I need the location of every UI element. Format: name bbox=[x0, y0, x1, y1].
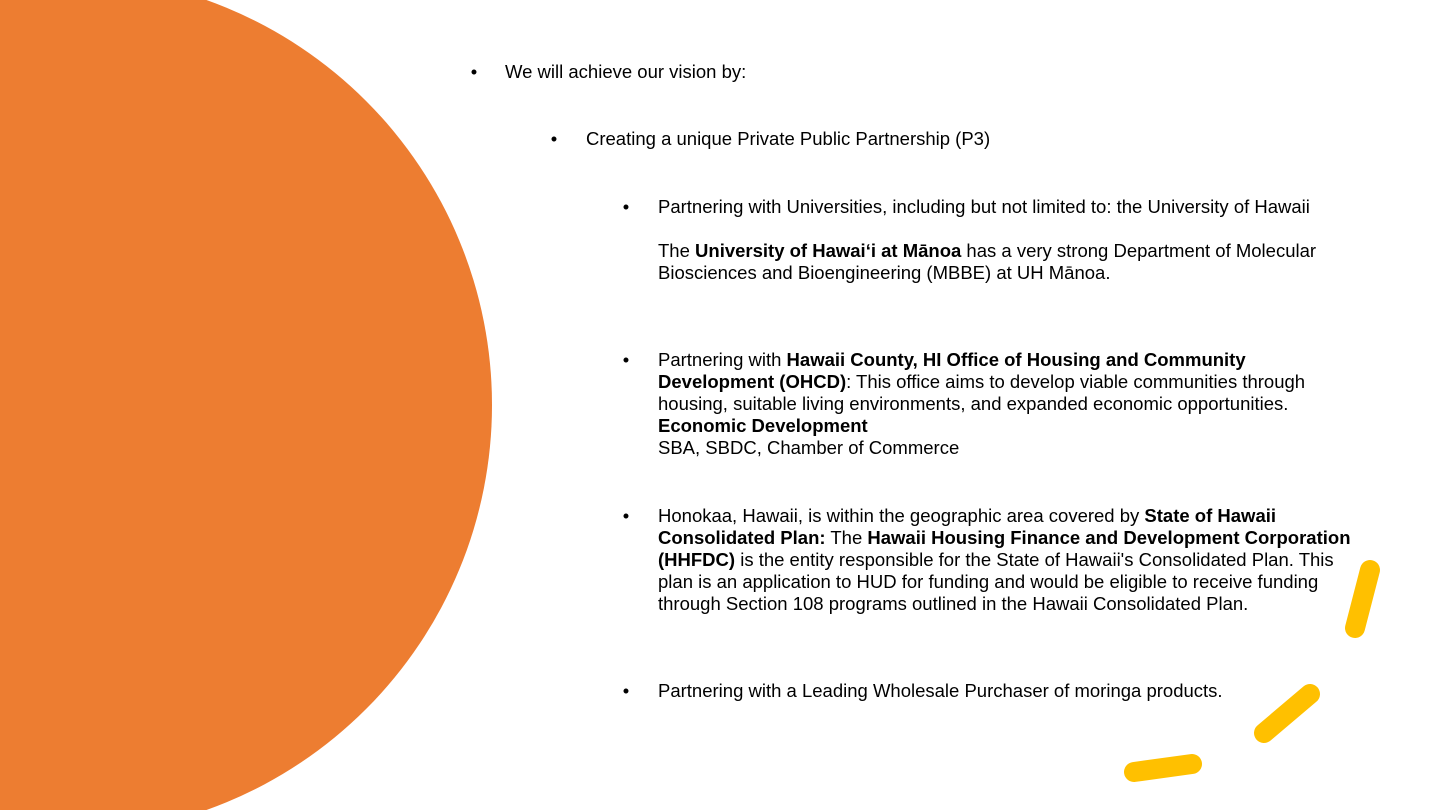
bullet-dot: • bbox=[550, 128, 558, 149]
state-consolidated-plan: State of Hawaii Consolidated Plan: bbox=[658, 505, 1277, 548]
universities-line: Partnering with Universities, including but not limited to: the University of Hawaii bbox=[658, 196, 1310, 217]
economic-development-heading: Economic Development bbox=[658, 415, 868, 436]
vision-text: We will achieve our vision by: bbox=[505, 61, 747, 82]
bullet-item-honokaa bbox=[618, 505, 1358, 615]
bullet-dot: • bbox=[622, 680, 630, 701]
uh-manoa-paragraph: The University of Hawaiʻi at Mānoa has a very strong Department of Molecular Biosciences and Bioengineering (MBBE) at UH Mānoa. bbox=[658, 240, 1317, 283]
county-paragraph: Partnering with Hawaii County, HI Office of Housing and Community Development (OHCD): This office aims to develop viable communities through housing, suitable living environments, and expanded economic opportunities. bbox=[658, 349, 1306, 414]
bullet-item-vision bbox=[466, 61, 1366, 83]
uh-manoa-name: University of Hawaiʻi at Mānoa bbox=[695, 240, 962, 261]
ohcd-name: Hawaii County, HI Office of Housing and Community Development (OHCD) bbox=[658, 349, 1246, 392]
bullet-item-county bbox=[618, 349, 1358, 459]
bullet-item-wholesale bbox=[618, 680, 1358, 702]
bullet-dot: • bbox=[622, 349, 630, 370]
bullet-item-p3 bbox=[546, 128, 1346, 150]
bullet-dot: • bbox=[470, 61, 478, 82]
p3-text: Creating a unique Private Public Partnership (P3) bbox=[586, 128, 991, 149]
bullet-item-universities bbox=[618, 196, 1358, 284]
hhfdc-name: Hawaii Housing Finance and Development Corporation (HHFDC) bbox=[658, 527, 1351, 570]
bullet-dot: • bbox=[622, 505, 630, 526]
economic-development-text: SBA, SBDC, Chamber of Commerce bbox=[658, 437, 960, 458]
honokaa-paragraph: Honokaa, Hawaii, is within the geographic area covered by State of Hawaii Consolidated Plan: The Hawaii Housing Finance and Development Corporation (HHFDC) is the entity responsible for the State of Hawaii's Consolidated Plan. This plan is an application to HUD for funding and would be eligible to receive funding through Section 108 programs outlined in the Hawaii Consolidated Plan. bbox=[658, 505, 1351, 614]
bullet-dot: • bbox=[622, 196, 630, 217]
wholesale-text: Partnering with a Leading Wholesale Purchaser of moringa products. bbox=[658, 680, 1223, 701]
